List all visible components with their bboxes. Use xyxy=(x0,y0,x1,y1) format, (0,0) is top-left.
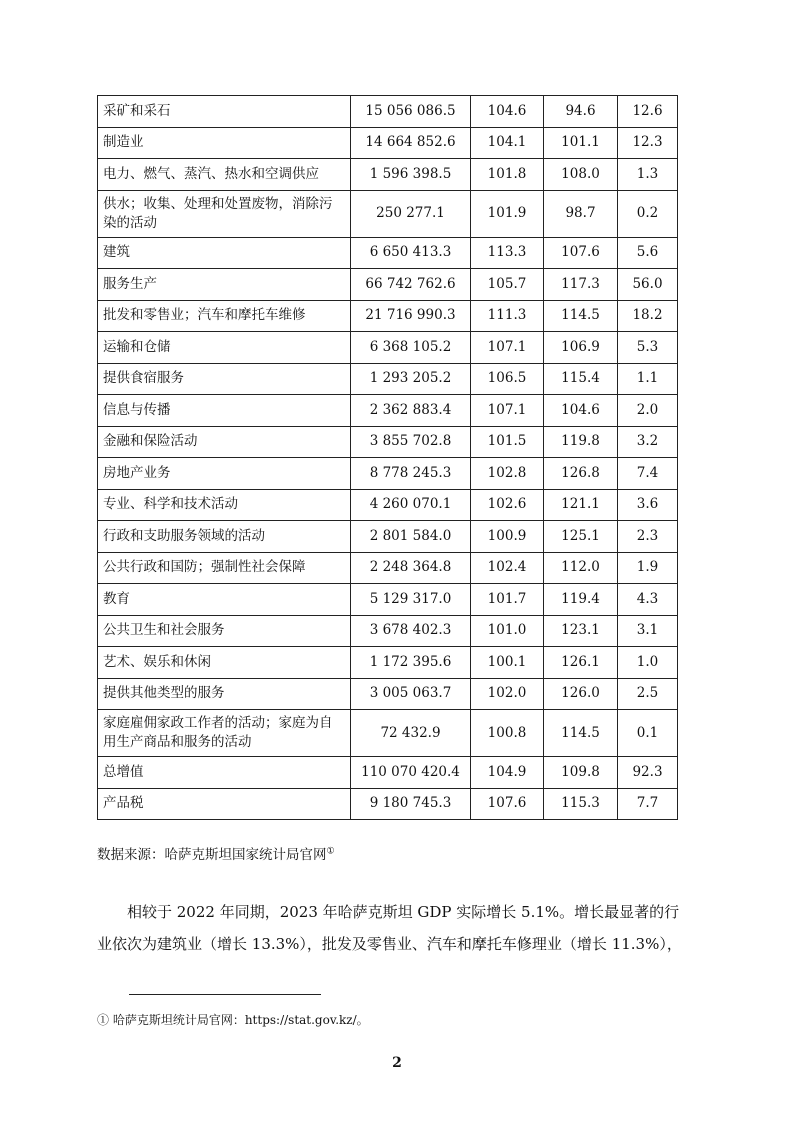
index-2-cell: 106.9 xyxy=(544,332,618,364)
share-cell: 3.2 xyxy=(618,426,678,458)
share-cell: 92.3 xyxy=(618,757,678,789)
table-row xyxy=(98,521,678,553)
table-row xyxy=(98,788,678,820)
share-cell: 0.2 xyxy=(618,190,678,237)
index-1-cell: 104.9 xyxy=(471,757,544,789)
industry-name-cell: 供水；收集、处理和处置废物，消除污染的活动 xyxy=(98,190,351,237)
industry-name-cell: 金融和保险活动 xyxy=(98,426,351,458)
industry-name-cell: 电力、燃气、蒸汽、热水和空调供应 xyxy=(98,159,351,191)
industry-name-cell: 房地产业务 xyxy=(98,458,351,490)
index-2-cell: 115.4 xyxy=(544,363,618,395)
share-cell: 2.3 xyxy=(618,521,678,553)
value-cell: 6 368 105.2 xyxy=(351,332,471,364)
index-2-cell: 114.5 xyxy=(544,710,618,757)
index-1-cell: 101.0 xyxy=(471,615,544,647)
table-row xyxy=(98,458,678,490)
share-cell: 12.3 xyxy=(618,127,678,159)
value-cell: 1 596 398.5 xyxy=(351,159,471,191)
share-cell: 2.0 xyxy=(618,395,678,427)
value-cell: 3 005 063.7 xyxy=(351,678,471,710)
share-cell: 5.6 xyxy=(618,237,678,269)
index-2-cell: 123.1 xyxy=(544,615,618,647)
table-row xyxy=(98,190,678,237)
footnote-divider xyxy=(129,994,321,995)
value-cell: 72 432.9 xyxy=(351,710,471,757)
index-1-cell: 101.7 xyxy=(471,584,544,616)
index-2-cell: 108.0 xyxy=(544,159,618,191)
value-cell: 5 129 317.0 xyxy=(351,584,471,616)
share-cell: 4.3 xyxy=(618,584,678,616)
index-2-cell: 117.3 xyxy=(544,269,618,301)
value-cell: 2 801 584.0 xyxy=(351,521,471,553)
index-2-cell: 119.4 xyxy=(544,584,618,616)
table-row xyxy=(98,489,678,521)
share-cell: 12.6 xyxy=(618,96,678,128)
index-1-cell: 107.1 xyxy=(471,395,544,427)
value-cell: 21 716 990.3 xyxy=(351,300,471,332)
share-cell: 7.7 xyxy=(618,788,678,820)
value-cell: 1 172 395.6 xyxy=(351,647,471,679)
index-2-cell: 107.6 xyxy=(544,237,618,269)
share-cell: 1.0 xyxy=(618,647,678,679)
index-1-cell: 101.9 xyxy=(471,190,544,237)
data-source-note xyxy=(97,843,335,863)
table-row xyxy=(98,647,678,679)
index-1-cell: 111.3 xyxy=(471,300,544,332)
footnote: ① 哈萨克斯坦统计局官网：https://stat.gov.kz/。 xyxy=(97,1013,369,1027)
share-cell: 56.0 xyxy=(618,269,678,301)
share-cell: 3.1 xyxy=(618,615,678,647)
index-1-cell: 102.0 xyxy=(471,678,544,710)
index-1-cell: 100.8 xyxy=(471,710,544,757)
index-2-cell: 121.1 xyxy=(544,489,618,521)
table-row xyxy=(98,395,678,427)
table-row xyxy=(98,757,678,789)
table-row xyxy=(98,710,678,757)
index-1-cell: 100.1 xyxy=(471,647,544,679)
index-2-cell: 98.7 xyxy=(544,190,618,237)
industry-name-cell: 总增值 xyxy=(98,757,351,789)
value-cell: 9 180 745.3 xyxy=(351,788,471,820)
index-2-cell: 115.3 xyxy=(544,788,618,820)
body-paragraph: 相较于 2022 年同期，2023 年哈萨克斯坦 GDP 实际增长 5.1%。增长最显著的行业依次为建筑业（增长 13.3%），批发及零售业、汽车和摩托车修理业（增长 11.3%）， xyxy=(97,903,682,953)
industry-name-cell: 提供食宿服务 xyxy=(98,363,351,395)
value-cell: 250 277.1 xyxy=(351,190,471,237)
index-1-cell: 101.5 xyxy=(471,426,544,458)
industry-name-cell: 行政和支助服务领域的活动 xyxy=(98,521,351,553)
index-2-cell: 104.6 xyxy=(544,395,618,427)
table-row xyxy=(98,615,678,647)
industry-name-cell: 教育 xyxy=(98,584,351,616)
value-cell: 2 248 364.8 xyxy=(351,552,471,584)
index-2-cell: 109.8 xyxy=(544,757,618,789)
table-row xyxy=(98,552,678,584)
index-1-cell: 102.4 xyxy=(471,552,544,584)
value-cell: 3 855 702.8 xyxy=(351,426,471,458)
table-row xyxy=(98,159,678,191)
industry-name-cell: 运输和仓储 xyxy=(98,332,351,364)
footnote-marker[interactable]: ① xyxy=(326,846,335,857)
table-row xyxy=(98,300,678,332)
share-cell: 7.4 xyxy=(618,458,678,490)
table-row xyxy=(98,269,678,301)
share-cell: 3.6 xyxy=(618,489,678,521)
index-2-cell: 126.0 xyxy=(544,678,618,710)
industry-name-cell: 制造业 xyxy=(98,127,351,159)
share-cell: 1.9 xyxy=(618,552,678,584)
industry-name-cell: 艺术、娱乐和休闲 xyxy=(98,647,351,679)
index-1-cell: 106.5 xyxy=(471,363,544,395)
table-row xyxy=(98,96,678,128)
share-cell: 2.5 xyxy=(618,678,678,710)
source-note-text: 数据来源：哈萨克斯坦国家统计局官网 xyxy=(97,847,327,863)
value-cell: 14 664 852.6 xyxy=(351,127,471,159)
industry-name-cell: 公共行政和国防；强制性社会保障 xyxy=(98,552,351,584)
value-cell: 110 070 420.4 xyxy=(351,757,471,789)
index-1-cell: 102.8 xyxy=(471,458,544,490)
index-2-cell: 94.6 xyxy=(544,96,618,128)
table-row xyxy=(98,332,678,364)
industry-name-cell: 信息与传播 xyxy=(98,395,351,427)
share-cell: 18.2 xyxy=(618,300,678,332)
value-cell: 8 778 245.3 xyxy=(351,458,471,490)
share-cell: 5.3 xyxy=(618,332,678,364)
share-cell: 0.1 xyxy=(618,710,678,757)
value-cell: 2 362 883.4 xyxy=(351,395,471,427)
index-2-cell: 126.1 xyxy=(544,647,618,679)
value-cell: 4 260 070.1 xyxy=(351,489,471,521)
index-1-cell: 104.1 xyxy=(471,127,544,159)
index-1-cell: 101.8 xyxy=(471,159,544,191)
share-cell: 1.1 xyxy=(618,363,678,395)
industry-name-cell: 建筑 xyxy=(98,237,351,269)
value-cell: 66 742 762.6 xyxy=(351,269,471,301)
industry-name-cell: 采矿和采石 xyxy=(98,96,351,128)
index-2-cell: 101.1 xyxy=(544,127,618,159)
value-cell: 1 293 205.2 xyxy=(351,363,471,395)
index-1-cell: 102.6 xyxy=(471,489,544,521)
page-number: 2 xyxy=(392,1055,402,1071)
industry-name-cell: 提供其他类型的服务 xyxy=(98,678,351,710)
table-row xyxy=(98,426,678,458)
index-2-cell: 112.0 xyxy=(544,552,618,584)
index-1-cell: 113.3 xyxy=(471,237,544,269)
share-cell: 1.3 xyxy=(618,159,678,191)
index-1-cell: 104.6 xyxy=(471,96,544,128)
industry-name-cell: 服务生产 xyxy=(98,269,351,301)
industry-name-cell: 产品税 xyxy=(98,788,351,820)
industry-name-cell: 专业、科学和技术活动 xyxy=(98,489,351,521)
value-cell: 6 650 413.3 xyxy=(351,237,471,269)
table-row xyxy=(98,127,678,159)
index-1-cell: 100.9 xyxy=(471,521,544,553)
index-2-cell: 119.8 xyxy=(544,426,618,458)
index-1-cell: 105.7 xyxy=(471,269,544,301)
table-row xyxy=(98,363,678,395)
table-body xyxy=(98,96,678,820)
table-row xyxy=(98,584,678,616)
value-cell: 3 678 402.3 xyxy=(351,615,471,647)
index-1-cell: 107.6 xyxy=(471,788,544,820)
index-2-cell: 114.5 xyxy=(544,300,618,332)
index-1-cell: 107.1 xyxy=(471,332,544,364)
value-cell: 15 056 086.5 xyxy=(351,96,471,128)
industry-name-cell: 家庭雇佣家政工作者的活动；家庭为自用生产商品和服务的活动 xyxy=(98,710,351,757)
table-row xyxy=(98,237,678,269)
industry-name-cell: 批发和零售业；汽车和摩托车维修 xyxy=(98,300,351,332)
index-2-cell: 126.8 xyxy=(544,458,618,490)
table-row xyxy=(98,678,678,710)
industry-name-cell: 公共卫生和社会服务 xyxy=(98,615,351,647)
gdp-by-industry-table xyxy=(97,95,678,820)
index-2-cell: 125.1 xyxy=(544,521,618,553)
